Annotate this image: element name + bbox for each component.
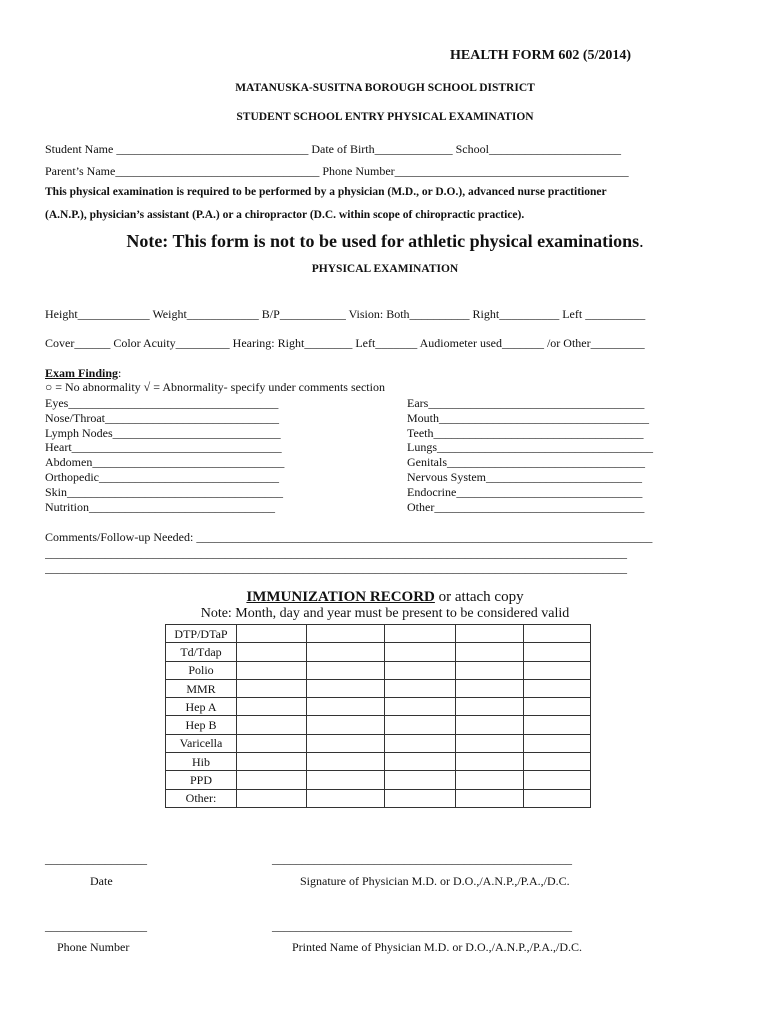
immunization-title-suffix: or attach copy: [434, 589, 524, 605]
exam-finding-title: Exam Finding: [45, 366, 119, 380]
exam-item-lymph-nodes: Lymph Nodes____________________________: [45, 425, 281, 440]
phone-label: Phone Number: [57, 940, 130, 954]
immunization-date-cell[interactable]: [307, 625, 385, 643]
immunization-date-cell[interactable]: [307, 771, 385, 789]
physical-exam-heading: PHYSICAL EXAMINATION: [311, 263, 459, 275]
immunization-date-cell[interactable]: [385, 643, 456, 661]
immunization-date-cell[interactable]: [524, 753, 591, 771]
immunization-row: [166, 789, 591, 807]
exam-item-orthopedic: Orthopedic______________________________: [45, 469, 279, 484]
immunization-label: Varicella: [166, 734, 237, 752]
immunization-date-cell[interactable]: [524, 661, 591, 679]
vitals-line: Height____________ Weight____________ B/P___________ Vision: Both__________ Right__________ Left __________: [45, 307, 646, 321]
student-info-line: Student Name ________________________________ Date of Birth_____________ School______________________: [45, 142, 621, 156]
immunization-date-cell[interactable]: [456, 789, 524, 807]
immunization-date-cell[interactable]: [307, 661, 385, 679]
exam-item-endocrine: Endocrine_______________________________: [407, 484, 643, 499]
immunization-date-cell[interactable]: [307, 698, 385, 716]
immunization-date-cell[interactable]: [385, 753, 456, 771]
printed-name-label: Printed Name of Physician M.D. or D.O.,/A.N.P.,/P.A.,/D.C.: [292, 940, 582, 954]
immunization-date-cell[interactable]: [524, 625, 591, 643]
immunization-label: Hep A: [166, 698, 237, 716]
athletic-note: [0, 231, 770, 252]
exam-item-ears: Ears____________________________________: [407, 396, 645, 410]
immunization-date-cell[interactable]: [456, 734, 524, 752]
immunization-label: DTP/DTaP: [166, 625, 237, 643]
comments-line-3: _________________________________________________________________________________________________: [45, 561, 627, 575]
immunization-row: [166, 716, 591, 734]
immunization-date-cell[interactable]: [524, 734, 591, 752]
immunization-label: MMR: [166, 679, 237, 697]
immunization-date-cell[interactable]: [237, 789, 307, 807]
immunization-date-cell[interactable]: [524, 789, 591, 807]
immunization-label: PPD: [166, 771, 237, 789]
phone-line: _________________: [45, 919, 147, 933]
immunization-date-cell[interactable]: [307, 753, 385, 771]
comments-label: Comments/Follow-up Needed: ____________________________________________________________________________: [45, 530, 653, 544]
immunization-title: IMMUNIZATION RECORD: [246, 589, 435, 605]
immunization-date-cell[interactable]: [524, 698, 591, 716]
immunization-date-cell[interactable]: [237, 753, 307, 771]
exam-item-mouth: Mouth___________________________________: [407, 410, 650, 425]
immunization-label: Other:: [166, 789, 237, 807]
immunization-date-cell[interactable]: [307, 643, 385, 661]
immunization-date-cell[interactable]: [524, 643, 591, 661]
immunization-row: [166, 753, 591, 771]
immunization-date-cell[interactable]: [307, 734, 385, 752]
exam-item-heart: Heart___________________________________: [45, 440, 282, 455]
exam-legend: ○ = No abnormality √ = Abnormality- specify under comments section: [45, 380, 385, 394]
printed-name-line: __________________________________________________: [272, 919, 572, 933]
immunization-note: Note: Month, day and year must be present to be considered valid: [200, 606, 570, 621]
date-line: _________________: [45, 852, 147, 866]
immunization-date-cell[interactable]: [385, 661, 456, 679]
exam-item-skin: Skin____________________________________: [45, 484, 284, 499]
exam-right-list: [407, 396, 657, 514]
immunization-date-cell[interactable]: [456, 661, 524, 679]
immunization-date-cell[interactable]: [385, 771, 456, 789]
exam-item-teeth: Teeth___________________________________: [407, 425, 644, 440]
exam-item-nervous-system: Nervous System__________________________: [407, 469, 642, 484]
exam-item-genitals: Genitals_________________________________: [407, 455, 645, 470]
form-id: HEALTH FORM 602 (5/2014): [450, 48, 632, 63]
immunization-date-cell[interactable]: [456, 679, 524, 697]
exam-item-nutrition: Nutrition_______________________________: [45, 499, 275, 514]
exam-item-lungs: Lungs____________________________________: [407, 440, 653, 455]
comments-line-2: _________________________________________________________________________________________________: [45, 546, 627, 560]
immunization-date-cell[interactable]: [307, 789, 385, 807]
immunization-date-cell[interactable]: [237, 716, 307, 734]
immunization-date-cell[interactable]: [237, 698, 307, 716]
athletic-note-text: Note: This form is not to be used for athletic physical examinations: [126, 231, 640, 251]
exam-finding-colon: :: [118, 366, 122, 380]
immunization-date-cell[interactable]: [524, 771, 591, 789]
immunization-label: Hib: [166, 753, 237, 771]
exam-left-list: [45, 396, 315, 514]
immunization-heading: [0, 589, 770, 606]
immunization-date-cell[interactable]: [456, 643, 524, 661]
athletic-note-period: .: [639, 231, 644, 251]
immunization-date-cell[interactable]: [237, 679, 307, 697]
immunization-date-cell[interactable]: [237, 643, 307, 661]
immunization-table: [165, 624, 591, 808]
immunization-date-cell[interactable]: [385, 716, 456, 734]
immunization-date-cell[interactable]: [524, 679, 591, 697]
exam-item-nose-throat: Nose/Throat_____________________________: [45, 410, 279, 425]
immunization-row: [166, 679, 591, 697]
immunization-row: [166, 661, 591, 679]
immunization-date-cell[interactable]: [237, 625, 307, 643]
immunization-label: Td/Tdap: [166, 643, 237, 661]
district-name: MATANUSKA-SUSITNA BOROUGH SCHOOL DISTRICT: [235, 82, 535, 94]
immunization-date-cell[interactable]: [456, 771, 524, 789]
signature-label: Signature of Physician M.D. or D.O.,/A.N.P.,/P.A.,/D.C.: [300, 874, 570, 888]
requirement-line-2: (A.N.P.), physician’s assistant (P.A.) or a chiropractor (D.C. within scope of chiropractic practice).: [45, 209, 525, 221]
immunization-date-cell[interactable]: [456, 698, 524, 716]
immunization-date-cell[interactable]: [456, 716, 524, 734]
hearing-line: Cover______ Color Acuity_________ Hearing: Right________ Left_______ Audiometer used_______ /or Other_________: [45, 336, 645, 350]
immunization-label: Hep B: [166, 716, 237, 734]
date-label: Date: [90, 874, 113, 888]
immunization-row: [166, 771, 591, 789]
parent-info-line: Parent’s Name__________________________________ Phone Number_______________________________________: [45, 164, 629, 178]
immunization-date-cell[interactable]: [237, 734, 307, 752]
immunization-row: [166, 643, 591, 661]
page-title: STUDENT SCHOOL ENTRY PHYSICAL EXAMINATION: [236, 111, 534, 123]
immunization-date-cell[interactable]: [237, 661, 307, 679]
immunization-date-cell[interactable]: [385, 698, 456, 716]
immunization-label: Polio: [166, 661, 237, 679]
immunization-date-cell[interactable]: [385, 679, 456, 697]
immunization-row: [166, 698, 591, 716]
immunization-date-cell[interactable]: [385, 734, 456, 752]
immunization-date-cell[interactable]: [385, 789, 456, 807]
exam-finding-heading: [45, 366, 121, 381]
immunization-date-cell[interactable]: [307, 679, 385, 697]
signature-line: __________________________________________________: [272, 852, 572, 866]
immunization-date-cell[interactable]: [237, 771, 307, 789]
immunization-date-cell[interactable]: [385, 625, 456, 643]
immunization-date-cell[interactable]: [456, 625, 524, 643]
immunization-date-cell[interactable]: [307, 716, 385, 734]
immunization-row: [166, 734, 591, 752]
immunization-date-cell[interactable]: [456, 753, 524, 771]
exam-item-eyes: Eyes___________________________________: [45, 396, 279, 410]
immunization-date-cell[interactable]: [524, 716, 591, 734]
exam-item-abdomen: Abdomen________________________________: [45, 455, 285, 470]
requirement-line-1: This physical examination is required to be performed by a physician (M.D., or D.O.), advanced nurse practitioner: [45, 186, 607, 198]
exam-item-other: Other___________________________________: [407, 499, 645, 514]
immunization-row: [166, 625, 591, 643]
